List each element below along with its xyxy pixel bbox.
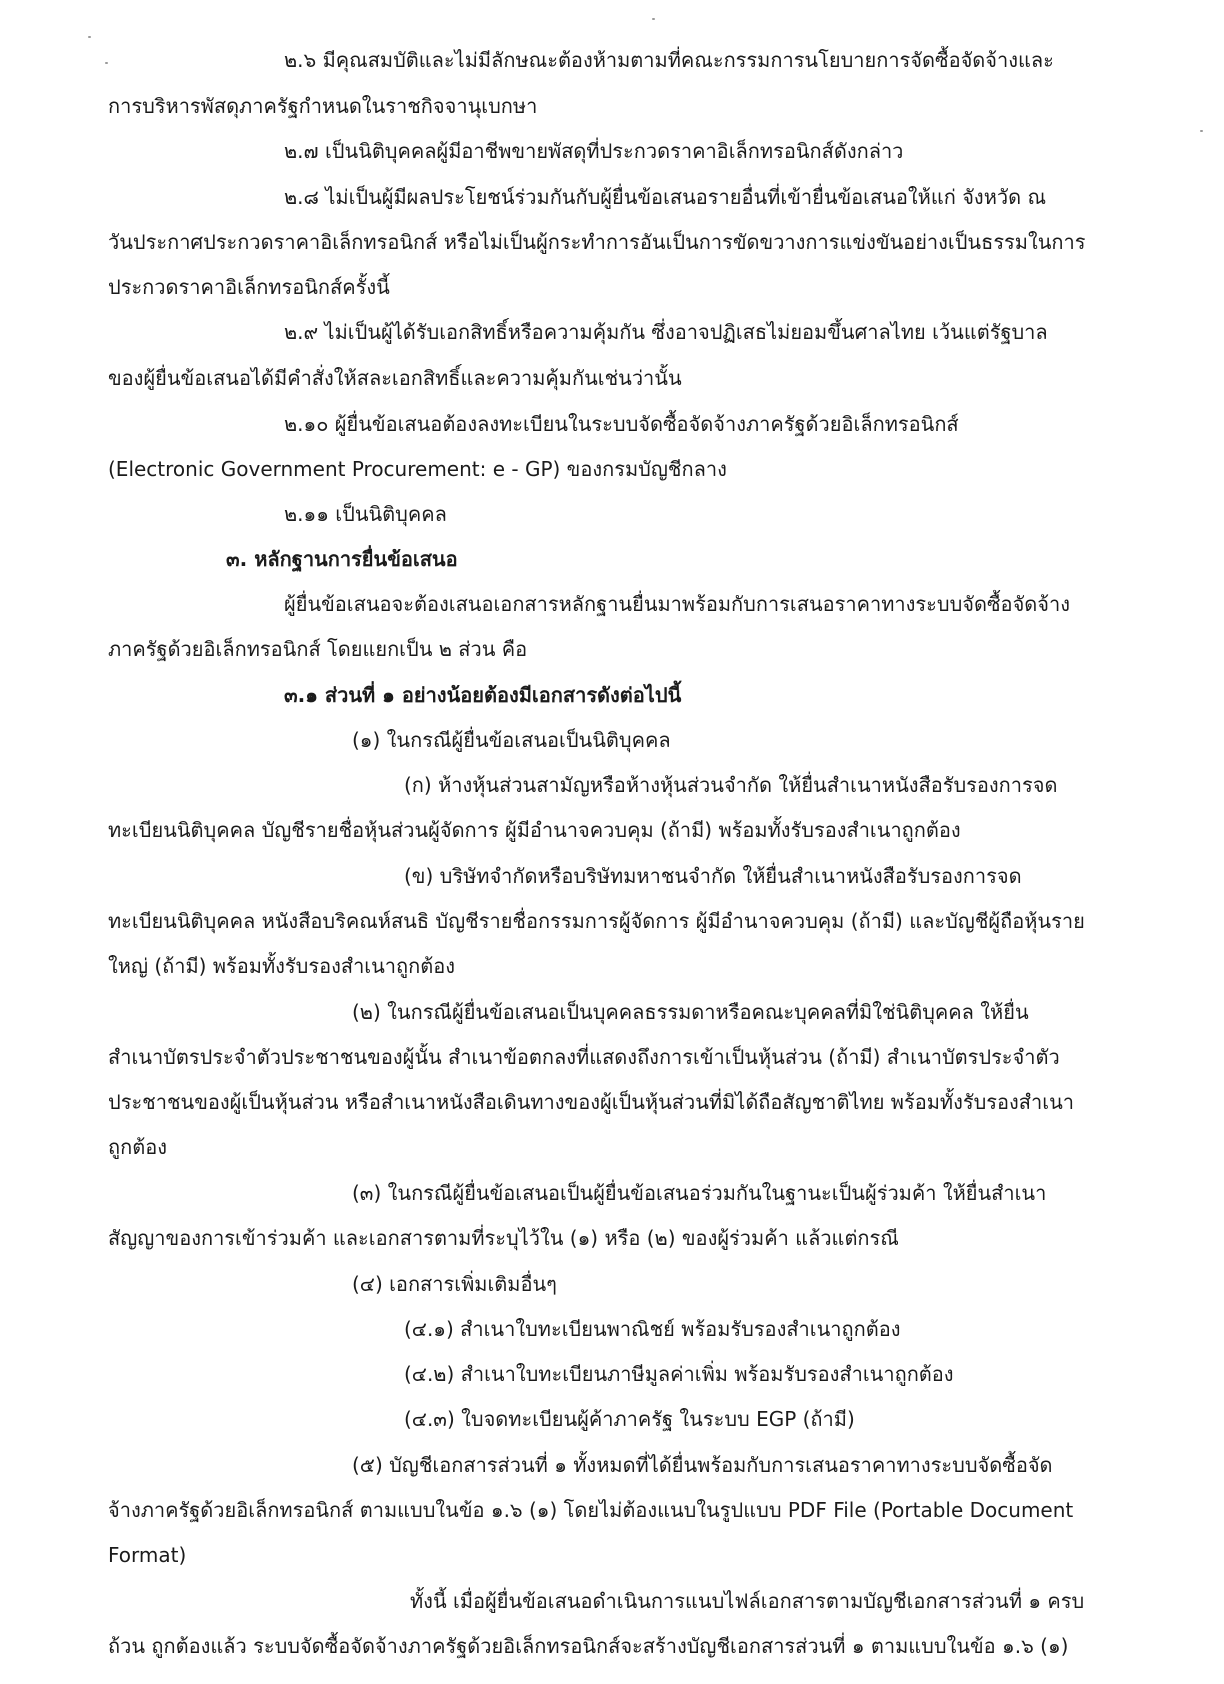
item-2-10: ๒.๑๐ ผู้ยื่นข้อเสนอต้องลงทะเบียนในระบบจัดซื้อจัดจ้างภาครัฐด้วยอิเล็กทรอนิกส์ [284, 412, 959, 436]
item-3-1-5: (๕) บัญชีเอกสารส่วนที่ ๑ ทั้งหมดที่ได้ยื่นพร้อมกับการเสนอราคาทางระบบจัดซื้อจัด [352, 1453, 1053, 1477]
item-2-8-cont: ประกวดราคาอิเล็กทรอนิกส์ครั้งนี้ [108, 275, 390, 299]
item-2-9-cont: ของผู้ยื่นข้อเสนอได้มีคำสั่งให้สละเอกสิทธิ์และความคุ้มกันเช่นว่านั้น [108, 366, 682, 390]
item-3-1-1-b-cont: ใหญ่ (ถ้ามี) พร้อมทั้งรับรองสำเนาถูกต้อง [108, 954, 456, 978]
item-2-6: ๒.๖ มีคุณสมบัติและไม่มีลักษณะต้องห้ามตามที่คณะกรรมการนโยบายการจัดซื้อจัดจ้างและ [284, 48, 1054, 72]
item-3-1-3: (๓) ในกรณีผู้ยื่นข้อเสนอเป็นผู้ยื่นข้อเสนอร่วมกันในฐานะเป็นผู้ร่วมค้า ให้ยื่นสำเนา [352, 1181, 1047, 1205]
item-3-1-4-3: (๔.๓) ใบจดทะเบียนผู้ค้าภาครัฐ ในระบบ EGP (ถ้ามี) [404, 1407, 855, 1431]
item-2-8-cont: วันประกาศประกวดราคาอิเล็กทรอนิกส์ หรือไม่เป็นผู้กระทำการอันเป็นการขัดขวางการแข่งขันอย่างเป็นธรรมในการ [108, 230, 1086, 254]
item-3-1-4: (๔) เอกสารเพิ่มเติมอื่นๆ [352, 1272, 557, 1296]
item-3-1-5-cont: จ้างภาครัฐด้วยอิเล็กทรอนิกส์ ตามแบบในข้อ ๑.๖ (๑) โดยไม่ต้องแนบในรูปแบบ PDF File (Portable Document [108, 1498, 1074, 1522]
item-3-1-1-b-cont: ทะเบียนนิติบุคคล หนังสือบริคณห์สนธิ บัญชีรายชื่อกรรมการผู้จัดการ ผู้มีอำนาจควบคุม (ถ้ามี) และบัญชีผู้ถือหุ้นราย [108, 909, 1085, 933]
item-3-1-4-2: (๔.๒) สำเนาใบทะเบียนภาษีมูลค่าเพิ่ม พร้อมรับรองสำเนาถูกต้อง [404, 1362, 954, 1386]
item-3-1-5-cont: Format) [108, 1543, 187, 1567]
item-3-1-1-b: (ข) บริษัทจำกัดหรือบริษัทมหาชนจำกัด ให้ยื่นสำเนาหนังสือรับรองการจด [404, 864, 1022, 888]
item-2-10-cont: (Electronic Government Procurement: e - GP) ของกรมบัญชีกลาง [108, 457, 727, 481]
scan-speck [652, 18, 655, 20]
section-3-heading: ๓. หลักฐานการยื่นข้อเสนอ [226, 547, 458, 571]
item-2-11: ๒.๑๑ เป็นนิติบุคคล [284, 502, 447, 526]
item-2-8: ๒.๘ ไม่เป็นผู้มีผลประโยชน์ร่วมกันกับผู้ยื่นข้อเสนอรายอื่นที่เข้ายื่นข้อเสนอให้แก่ จังหวัด ณ [284, 185, 1047, 209]
item-3-1-1-a-cont: ทะเบียนนิติบุคคล บัญชีรายชื่อหุ้นส่วนผู้จัดการ ผู้มีอำนาจควบคุม (ถ้ามี) พร้อมทั้งรับรองสำเนาถูกต้อง [108, 818, 961, 842]
item-2-6-cont: การบริหารพัสดุภาครัฐกำหนดในราชกิจจานุเบกษา [108, 94, 538, 118]
item-2-7: ๒.๗ เป็นนิติบุคคลผู้มีอาชีพขายพัสดุที่ประกวดราคาอิเล็กทรอนิกส์ดังกล่าว [284, 139, 904, 163]
closing-paragraph: ทั้งนี้ เมื่อผู้ยื่นข้อเสนอดำเนินการแนบไฟล์เอกสารตามบัญชีเอกสารส่วนที่ ๑ ครบ [410, 1589, 1085, 1613]
section-3-intro: ผู้ยื่นข้อเสนอจะต้องเสนอเอกสารหลักฐานยื่นมาพร้อมกับการเสนอราคาทางระบบจัดซื้อจัดจ้าง [284, 592, 1070, 616]
item-2-9: ๒.๙ ไม่เป็นผู้ได้รับเอกสิทธิ์หรือความคุ้มกัน ซึ่งอาจปฏิเสธไม่ยอมขึ้นศาลไทย เว้นแต่รัฐบาล [284, 320, 1048, 344]
item-3-1-2: (๒) ในกรณีผู้ยื่นข้อเสนอเป็นบุคคลธรรมดาหรือคณะบุคคลที่มิใช่นิติบุคคล ให้ยื่น [352, 1000, 1029, 1024]
section-3-1-heading: ๓.๑ ส่วนที่ ๑ อย่างน้อยต้องมีเอกสารดังต่อไปนี้ [284, 683, 682, 707]
scan-speck [88, 36, 91, 38]
scan-speck [105, 62, 108, 64]
section-3-intro-cont: ภาครัฐด้วยอิเล็กทรอนิกส์ โดยแยกเป็น ๒ ส่วน คือ [108, 637, 528, 661]
item-3-1-3-cont: สัญญาของการเข้าร่วมค้า และเอกสารตามที่ระบุไว้ใน (๑) หรือ (๒) ของผู้ร่วมค้า แล้วแต่กรณี [108, 1226, 899, 1250]
item-3-1-4-1: (๔.๑) สำเนาใบทะเบียนพาณิชย์ พร้อมรับรองสำเนาถูกต้อง [404, 1317, 901, 1341]
item-3-1-2-cont: ประชาชนของผู้เป็นหุ้นส่วน หรือสำเนาหนังสือเดินทางของผู้เป็นหุ้นส่วนที่มิได้ถือสัญชาติไทย พร้อมทั้งรับรองสำเนา [108, 1090, 1074, 1114]
closing-paragraph-cont: ถ้วน ถูกต้องแล้ว ระบบจัดซื้อจัดจ้างภาครัฐด้วยอิเล็กทรอนิกส์จะสร้างบัญชีเอกสารส่วนที่ ๑ ตามแบบในข้อ ๑.๖ (๑) [108, 1634, 1069, 1658]
item-3-1-1: (๑) ในกรณีผู้ยื่นข้อเสนอเป็นนิติบุคคล [352, 728, 671, 752]
item-3-1-2-cont: ถูกต้อง [108, 1135, 167, 1159]
item-3-1-1-a: (ก) ห้างหุ้นส่วนสามัญหรือห้างหุ้นส่วนจำกัด ให้ยื่นสำเนาหนังสือรับรองการจด [404, 773, 1058, 797]
scan-speck [1200, 130, 1203, 132]
item-3-1-2-cont: สำเนาบัตรประจำตัวประชาชนของผู้นั้น สำเนาข้อตกลงที่แสดงถึงการเข้าเป็นหุ้นส่วน (ถ้ามี) สำเนาบัตรประจำตัว [108, 1045, 1060, 1069]
